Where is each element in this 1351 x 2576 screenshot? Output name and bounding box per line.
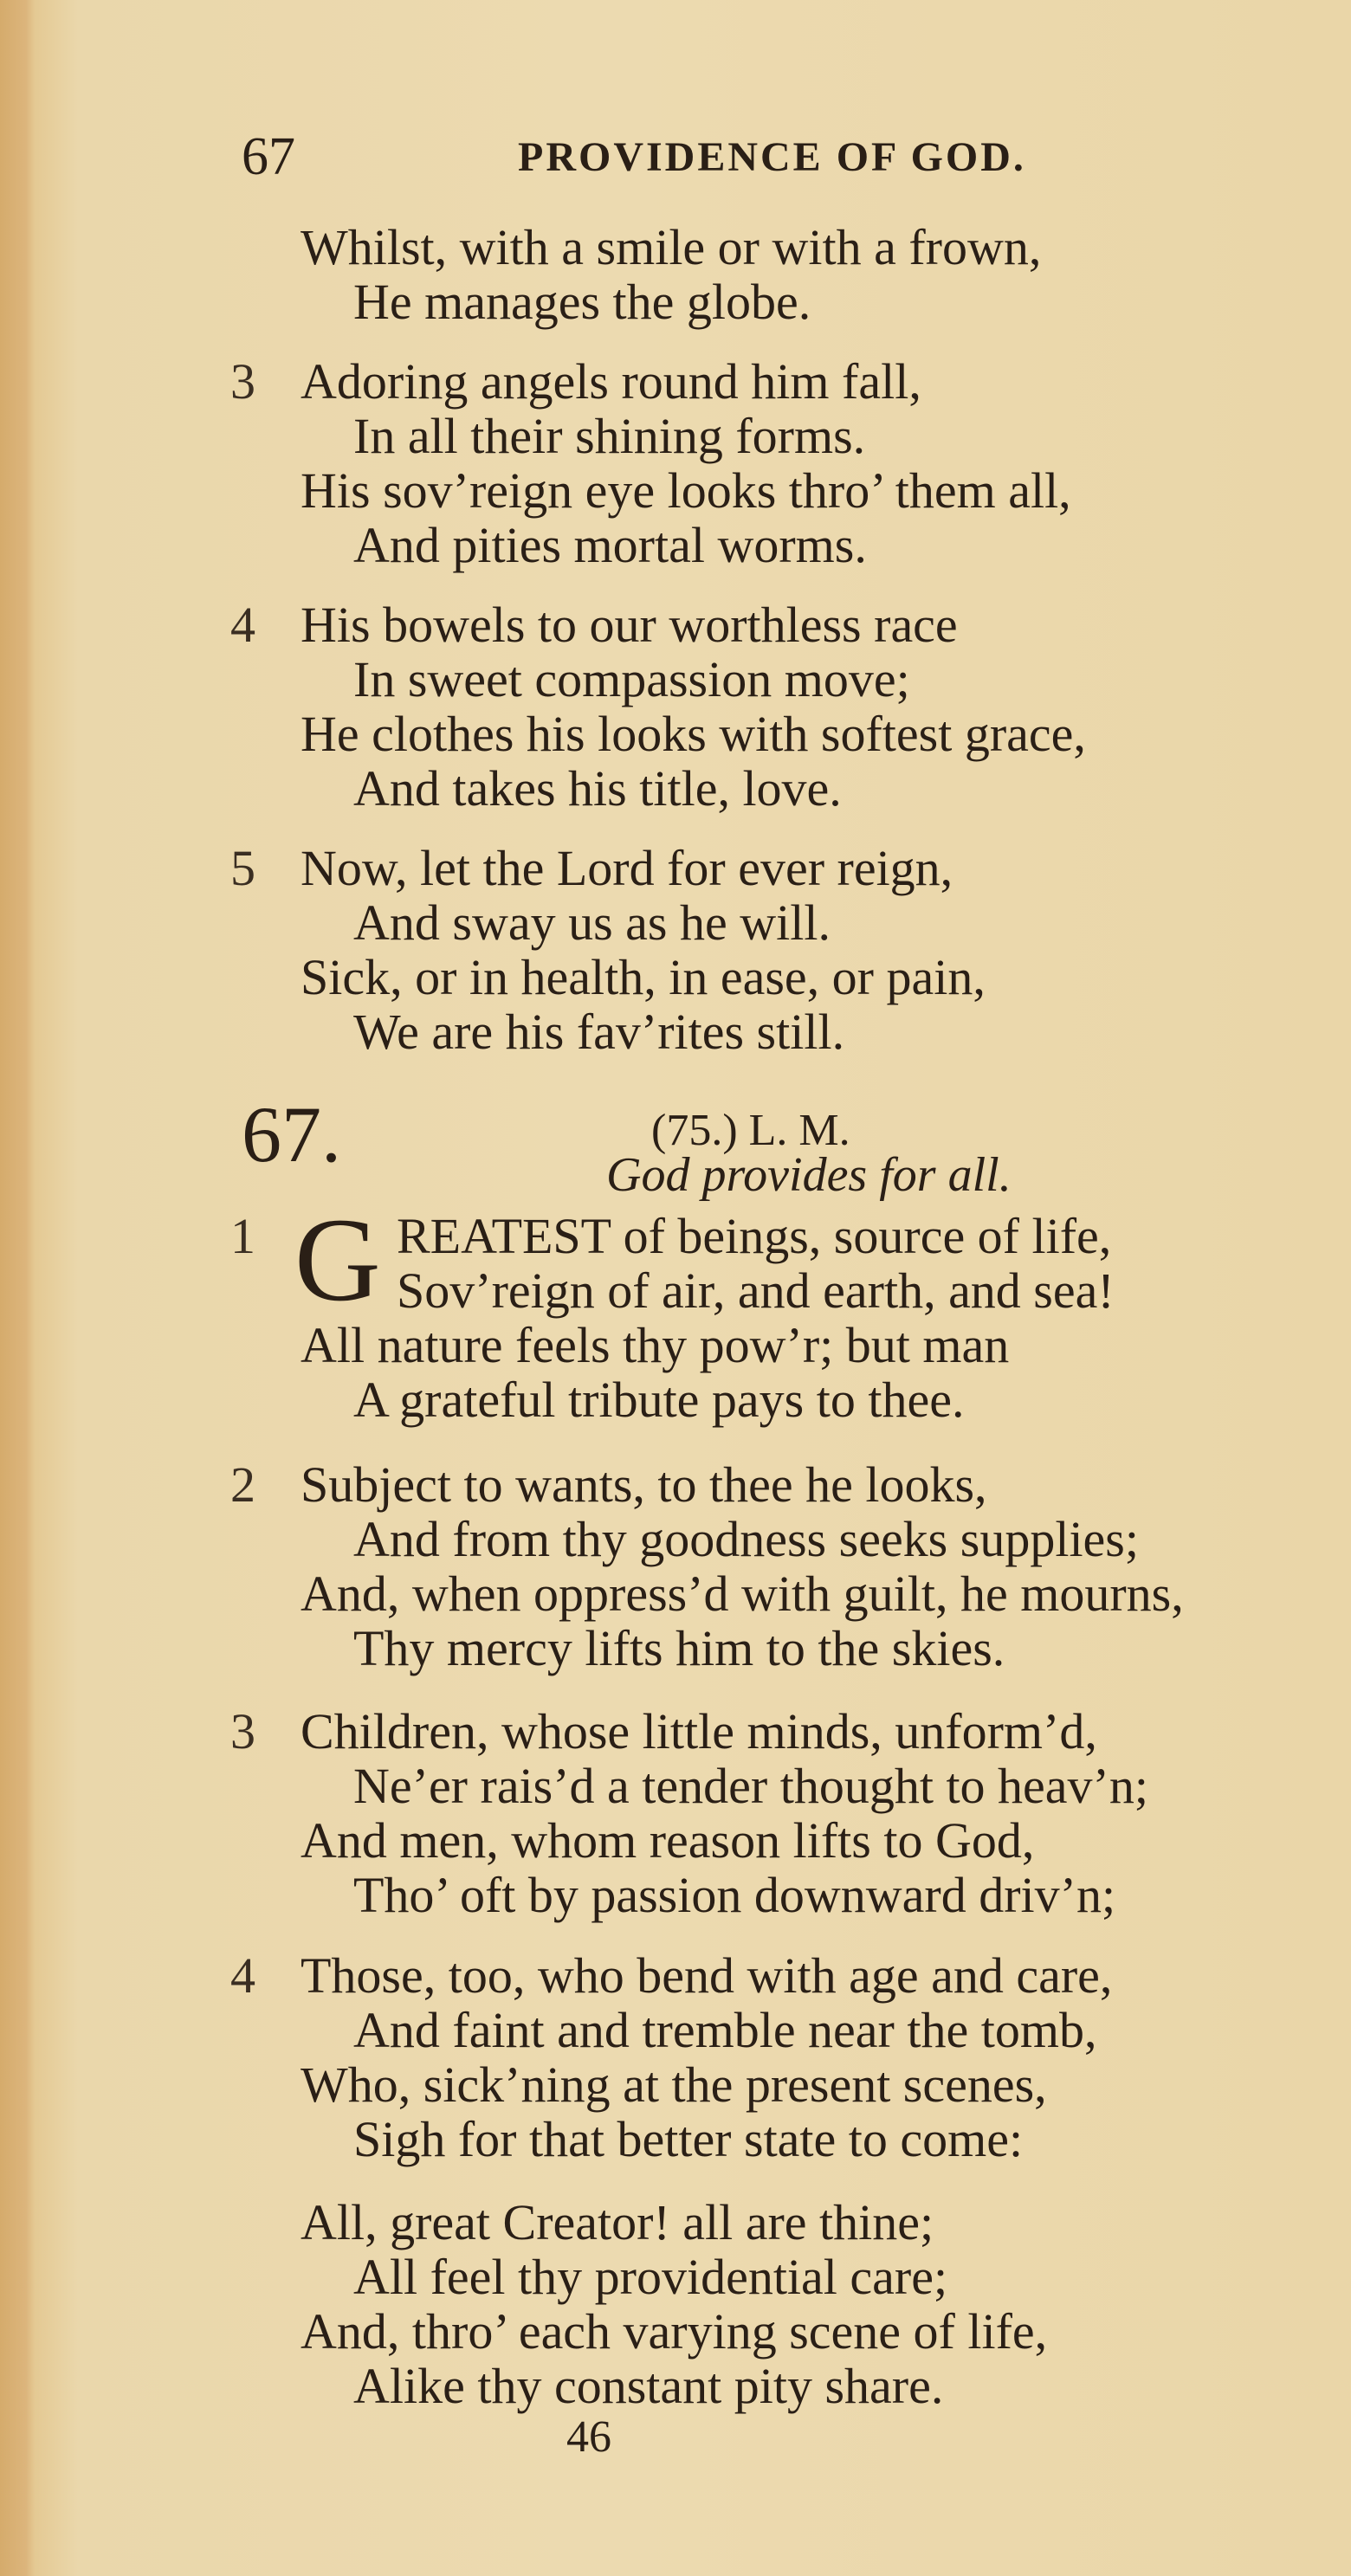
verse-line: Whilst, with a smile or with a frown, <box>301 219 1042 275</box>
verse-line: And, when oppress’d with guilt, he mourns, <box>301 1566 1184 1622</box>
verse-line: Sov’reign of air, and earth, and sea! <box>397 1262 1115 1319</box>
verse-line: Ne’er rais’d a tender thought to heav’n; <box>353 1758 1148 1814</box>
verse-line: REATEST of beings, source of life, <box>397 1208 1112 1264</box>
verse-line: Now, let the Lord for ever reign, <box>301 840 953 896</box>
verse-line: And from thy goodness seeks supplies; <box>353 1511 1139 1567</box>
stanza-number: 3 <box>230 1703 255 1759</box>
verse-line: Sigh for that better state to come: <box>353 2111 1024 2167</box>
verse-line: He clothes his looks with softest grace, <box>301 706 1086 762</box>
verse-line: Thy mercy lifts him to the skies. <box>353 1620 1005 1676</box>
stanza-number: 1 <box>230 1208 255 1264</box>
verse-line: We are his fav’rites still. <box>353 1004 845 1060</box>
verse-line: Sick, or in health, in ease, or pain, <box>301 949 986 1005</box>
hymn-meter: (75.) L. M. <box>651 1106 850 1155</box>
verse-line: Children, whose little minds, unform’d, <box>301 1703 1097 1759</box>
verse-line: And pities mortal worms. <box>353 517 867 573</box>
signature-mark: 46 <box>566 2412 611 2462</box>
verse-line: Subject to wants, to thee he looks, <box>301 1456 987 1513</box>
stanza-number: 5 <box>230 840 255 896</box>
verse-line: And faint and tremble near the tomb, <box>353 2002 1097 2058</box>
verse-line: And men, whom reason lifts to God, <box>301 1812 1035 1869</box>
verse-line: And, thro’ each varying scene of life, <box>301 2303 1048 2360</box>
verse-line: Who, sick’ning at the present scenes, <box>301 2056 1047 2113</box>
verse-line: In all their shining forms. <box>353 408 866 464</box>
stanza-number: 4 <box>230 1947 255 2004</box>
page-number: 67 <box>242 127 295 186</box>
verse-line: He manages the globe. <box>353 274 811 330</box>
verse-line: All, great Creator! all are thine; <box>301 2194 934 2250</box>
verse-line: Alike thy constant pity share. <box>353 2358 944 2414</box>
hymn-number: 67. <box>242 1090 341 1178</box>
verse-line: And takes his title, love. <box>353 760 842 817</box>
running-title: PROVIDENCE OF GOD. <box>518 134 1026 180</box>
drop-cap: G <box>294 1193 381 1326</box>
verse-line: Tho’ oft by passion downward driv’n; <box>353 1867 1116 1923</box>
verse-line: In sweet compassion move; <box>353 651 910 707</box>
stanza-number: 3 <box>230 353 255 410</box>
verse-line: And sway us as he will. <box>353 894 831 951</box>
verse-line: His bowels to our worthless race <box>301 597 958 653</box>
verse-line: Adoring angels round him fall, <box>301 353 921 410</box>
verse-line: All nature feels thy pow’r; but man <box>301 1317 1010 1373</box>
verse-line: Those, too, who bend with age and care, <box>301 1947 1113 2004</box>
verse-line: A grateful tribute pays to thee. <box>353 1372 965 1428</box>
verse-line: All feel thy providential care; <box>353 2249 948 2305</box>
stanza-number: 4 <box>230 597 255 653</box>
verse-line: His sov’reign eye looks thro’ them all, <box>301 462 1071 519</box>
hymn-subtitle: God provides for all. <box>606 1148 1012 1202</box>
stanza-number: 2 <box>230 1456 255 1513</box>
